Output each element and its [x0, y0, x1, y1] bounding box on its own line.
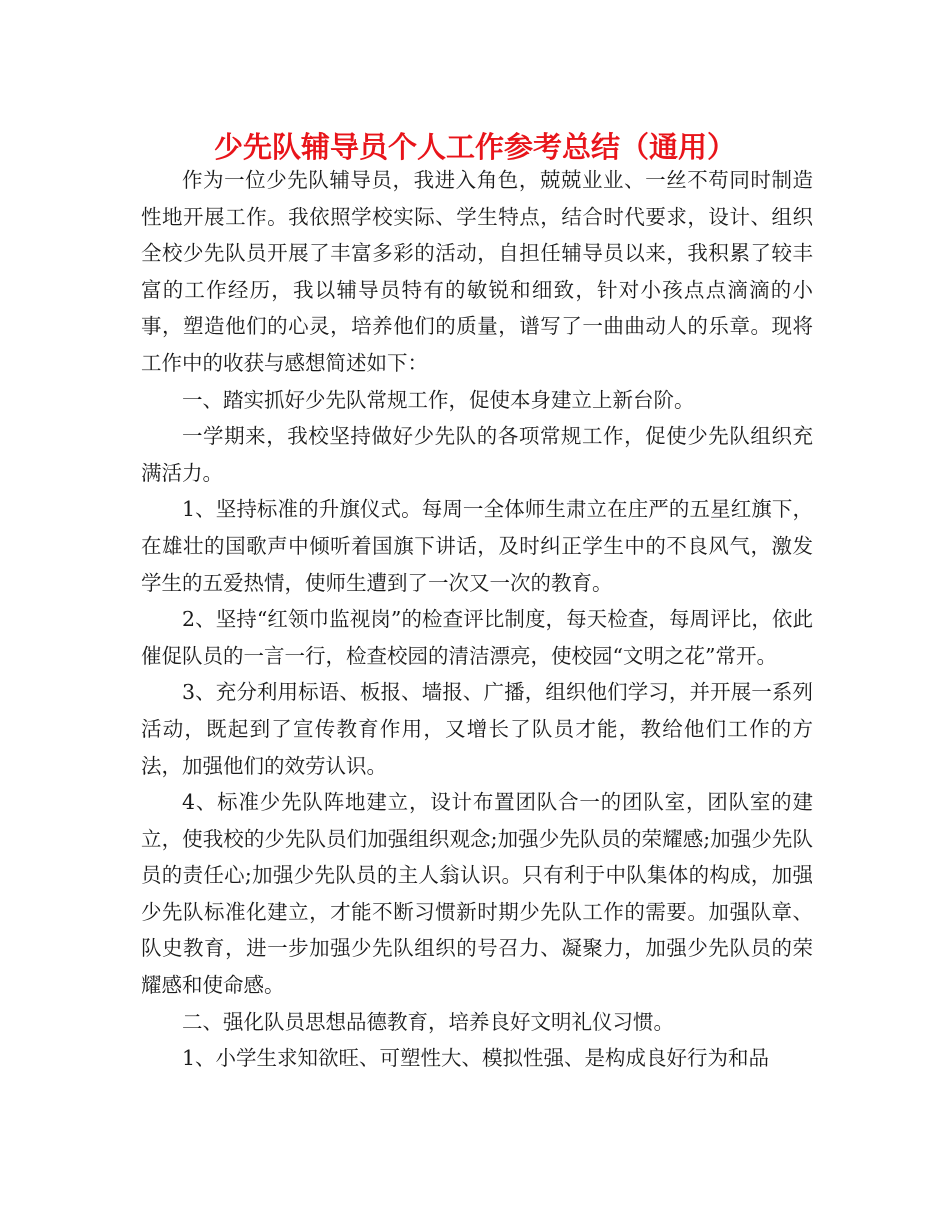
heading-section-1: 一、踏实抓好少先队常规工作，促使本身建立上新台阶。 [182, 387, 695, 412]
heading-section-2: 二、强化队员思想品德教育，培养良好文明礼仪习惯。 [182, 1009, 674, 1034]
paragraph-section-1-summary: 一学期来，我校坚持做好少先队的各项常规工作，促使少先队组织充满活力。 [141, 424, 813, 485]
document-body [141, 162, 813, 1077]
paragraph-item-3: 3、充分利用标语、板报、墙报、广播，组织他们学习，并开展一系列活动，既起到了宣传教育作用，又增长了队员才能，教给他们工作的方法，加强他们的效劳认识。 [141, 680, 813, 778]
paragraph-section-2-item-1: 1、小学生求知欲旺、可塑性大、模拟性强、是构成良好行为和品 [182, 1046, 770, 1071]
paragraph-intro: 作为一位少先队辅导员，我进入角色，兢兢业业、一丝不苟同时制造性地开展工作。我依照学校实际、学生特点，结合时代要求，设计、组织全校少先队员开展了丰富多彩的活动，自担任辅导员以来，我积累了较丰富的工作经历，我以辅导员特有的敏锐和细致，针对小孩点点滴滴的小事，塑造他们的心灵，培养他们的质量，谱写了一曲曲动人的乐章。现将工作中的收获与感想简述如下： [141, 168, 813, 375]
paragraph-item-1: 1、坚持标准的升旗仪式。每周一全体师生肃立在庄严的五星红旗下，在雄壮的国歌声中倾听着国旗下讲话，及时纠正学生中的不良风气，激发学生的五爱热情，使师生遭到了一次又一次的教育。 [141, 497, 813, 595]
document-title: 少先队辅导员个人工作参考总结（通用） [213, 130, 736, 164]
paragraph-item-2: 2、坚持“红领巾监视岗”的检查评比制度，每天检查，每周评比，依此催促队员的一言一行，检查校园的清洁漂亮，使校园“文明之花”常开。 [141, 607, 813, 668]
paragraph-item-4: 4、标准少先队阵地建立，设计布置团队合一的团队室，团队室的建立，使我校的少先队员们加强组织观念;加强少先队员的荣耀感;加强少先队员的责任心;加强少先队员的主人翁认识。只有利于中队集体的构成，加强少先队标准化建立，才能不断习惯新时期少先队工作的需要。加强队章、队史教育，进一步加强少先队组织的号召力、凝聚力，加强少先队员的荣耀感和使命感。 [141, 790, 813, 998]
